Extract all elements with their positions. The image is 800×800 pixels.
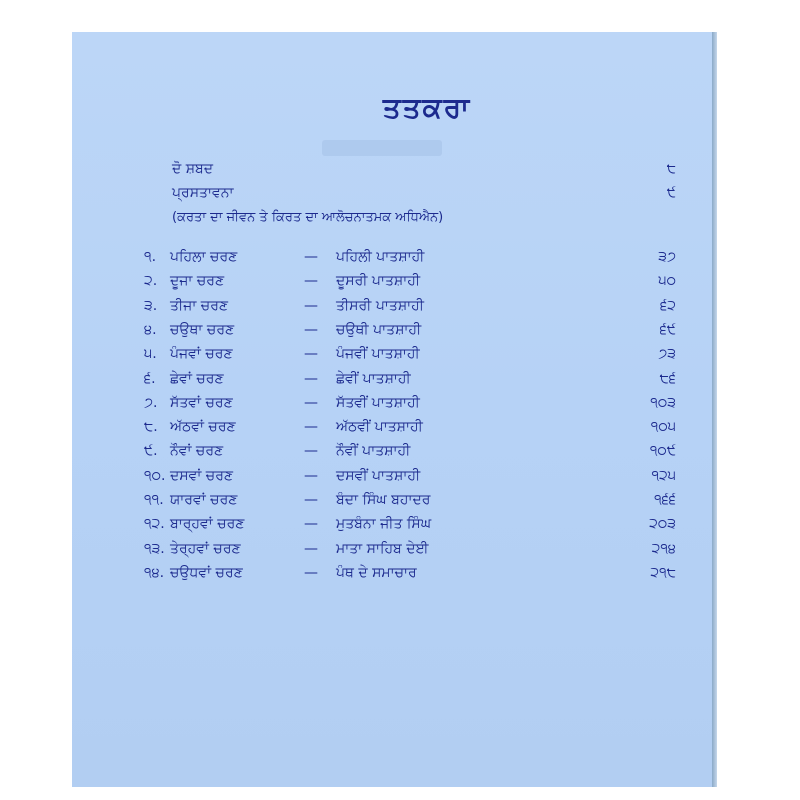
- intro-page: ੯: [666, 185, 676, 201]
- bleed-through-mark: [322, 140, 442, 156]
- chapter-title: ਅੱਠਵੀਂ ਪਾਤਸ਼ਾਹੀ: [336, 419, 423, 436]
- separator-dash: —: [304, 394, 318, 411]
- chapter-title: ਨੌਵੀਂ ਪਾਤਸ਼ਾਹੀ: [336, 443, 411, 460]
- chapter-title: ਪੰਜਵੀਂ ਪਾਤਸ਼ਾਹੀ: [336, 346, 420, 363]
- toc-row: [72, 343, 712, 365]
- chapter-name: ਤੇਰ੍ਹਵਾਂ ਚਰਣ: [170, 540, 241, 557]
- toc-row: [72, 440, 712, 462]
- chapter-number: ੨.: [144, 273, 158, 290]
- chapter-number: ੮.: [144, 419, 158, 436]
- intro-note-row: [72, 207, 712, 229]
- chapter-number: ੧੧.: [144, 492, 164, 508]
- chapter-number: ੩.: [144, 297, 158, 314]
- page-number: ੫੦: [658, 273, 676, 290]
- chapter-title: ਪਹਿਲੀ ਪਾਤਸ਼ਾਹੀ: [336, 249, 425, 265]
- chapter-title: ਚਉਥੀ ਪਾਤਸ਼ਾਹੀ: [336, 321, 422, 338]
- toc-row: [72, 513, 712, 535]
- separator-dash: —: [304, 297, 318, 314]
- chapter-name: ਛੇਵਾਂ ਚਰਣ: [170, 370, 224, 387]
- page-number: ੨੧੪: [651, 540, 676, 557]
- page-number: ੭੩: [658, 346, 676, 363]
- chapter-number: ੧੦.: [144, 467, 166, 484]
- chapter-name: ਅੱਠਵਾਂ ਚਰਣ: [170, 419, 236, 436]
- toc-row: [72, 465, 712, 487]
- chapter-number: ੧.: [144, 249, 157, 265]
- separator-dash: —: [304, 249, 318, 265]
- intro-note: (ਕਰਤਾ ਦਾ ਜੀਵਨ ਤੇ ਕਿਰਤ ਦਾ ਆਲੋਚਨਾਤਮਕ ਅਧਿਐਨ): [172, 210, 444, 225]
- chapter-title: ਬੰਦਾ ਸਿੰਘ ਬਹਾਦਰ: [336, 492, 431, 508]
- chapter-name: ਪੰਜਵਾਂ ਚਰਣ: [170, 346, 233, 363]
- toc-row: [72, 368, 712, 390]
- chapter-name: ਦਸਵਾਂ ਚਰਣ: [170, 467, 233, 484]
- page-number: ੬੨: [660, 297, 676, 314]
- chapter-name: ਸੱਤਵਾਂ ਚਰਣ: [170, 394, 233, 411]
- toc-row: [72, 538, 712, 560]
- chapter-name: ਚਉਥਾ ਚਰਣ: [170, 321, 235, 338]
- chapter-number: ੧੩.: [144, 540, 165, 557]
- separator-dash: —: [304, 346, 318, 363]
- toc-row: [72, 562, 712, 584]
- chapter-number: ੭.: [144, 394, 158, 411]
- chapter-title: ਦੂਸਰੀ ਪਾਤਸ਼ਾਹੀ: [336, 273, 421, 290]
- separator-dash: —: [304, 492, 318, 508]
- chapter-title: ਮੁਤਬੰਨਾ ਜੀਤ ਸਿੰਘ: [336, 516, 432, 533]
- toc-row: [72, 246, 712, 268]
- chapter-name: ਯਾਰਵਾਂ ਚਰਣ: [170, 492, 238, 508]
- page-number: ੬੯: [659, 321, 676, 338]
- page-edge: [712, 32, 717, 787]
- chapter-title: ਮਾਤਾ ਸਾਹਿਬ ਦੇਈ: [336, 540, 429, 557]
- page-number: ੧੦੯: [649, 443, 676, 460]
- chapter-name: ਚਉਧਵਾਂ ਚਰਣ: [170, 564, 243, 581]
- toc-row: [72, 489, 712, 511]
- separator-dash: —: [304, 540, 318, 557]
- separator-dash: —: [304, 516, 318, 533]
- separator-dash: —: [304, 419, 318, 436]
- separator-dash: —: [304, 443, 318, 460]
- toc-row: [72, 416, 712, 438]
- page-number: ੧੨੫: [651, 467, 676, 484]
- separator-dash: —: [304, 467, 318, 484]
- page-number: ੧੦੫: [650, 419, 676, 436]
- chapter-name: ਤੀਜਾ ਚਰਣ: [170, 297, 228, 314]
- book-page: [72, 32, 712, 787]
- chapter-title: ਪੰਥ ਦੇ ਸਮਾਚਾਰ: [336, 564, 417, 581]
- chapter-name: ਪਹਿਲਾ ਚਰਣ: [170, 249, 238, 265]
- intro-label: ਪ੍ਰਸਤਾਵਨਾ: [172, 185, 234, 201]
- page-number: ੧੦੩: [650, 394, 676, 411]
- chapter-name: ਬਾਰ੍ਹਵਾਂ ਚਰਣ: [170, 516, 245, 533]
- chapter-title: ਸੱਤਵੀਂ ਪਾਤਸ਼ਾਹੀ: [336, 394, 420, 411]
- intro-label: ਦੋ ਸ਼ਬਦ: [172, 161, 214, 177]
- chapter-title: ਛੇਵੀਂ ਪਾਤਸ਼ਾਹੀ: [336, 370, 411, 387]
- separator-dash: —: [304, 370, 318, 387]
- contents-heading: ਤਤਕਰਾ: [382, 91, 472, 124]
- toc-row: [72, 270, 712, 292]
- page-number: ੨੦੩: [649, 516, 676, 533]
- intro-row: [72, 182, 712, 204]
- separator-dash: —: [304, 273, 318, 290]
- chapter-number: ੧੪.: [144, 564, 165, 581]
- chapter-number: ੫.: [144, 346, 157, 363]
- toc-row: [72, 392, 712, 414]
- chapter-name: ਦੂਜਾ ਚਰਣ: [170, 273, 225, 290]
- chapter-title: ਤੀਸਰੀ ਪਾਤਸ਼ਾਹੀ: [336, 297, 424, 314]
- chapter-number: ੧੨.: [144, 516, 165, 533]
- page-number: ੧੬੬: [654, 492, 676, 508]
- page-number: ੨੧੮: [650, 564, 676, 581]
- chapter-number: ੬.: [144, 370, 156, 387]
- chapter-name: ਨੌਵਾਂ ਚਰਣ: [170, 443, 224, 460]
- toc-row: [72, 295, 712, 317]
- separator-dash: —: [304, 321, 318, 338]
- chapter-title: ਦਸਵੀਂ ਪਾਤਸ਼ਾਹੀ: [336, 467, 421, 484]
- page-number: ੩੭: [658, 249, 676, 265]
- separator-dash: —: [304, 564, 318, 581]
- intro-page: ੮: [666, 161, 676, 177]
- page-number: ੮੬: [659, 370, 676, 387]
- toc-row: [72, 319, 712, 341]
- chapter-number: ੯.: [144, 443, 158, 460]
- intro-row: [72, 158, 712, 180]
- chapter-number: ੪.: [144, 321, 157, 338]
